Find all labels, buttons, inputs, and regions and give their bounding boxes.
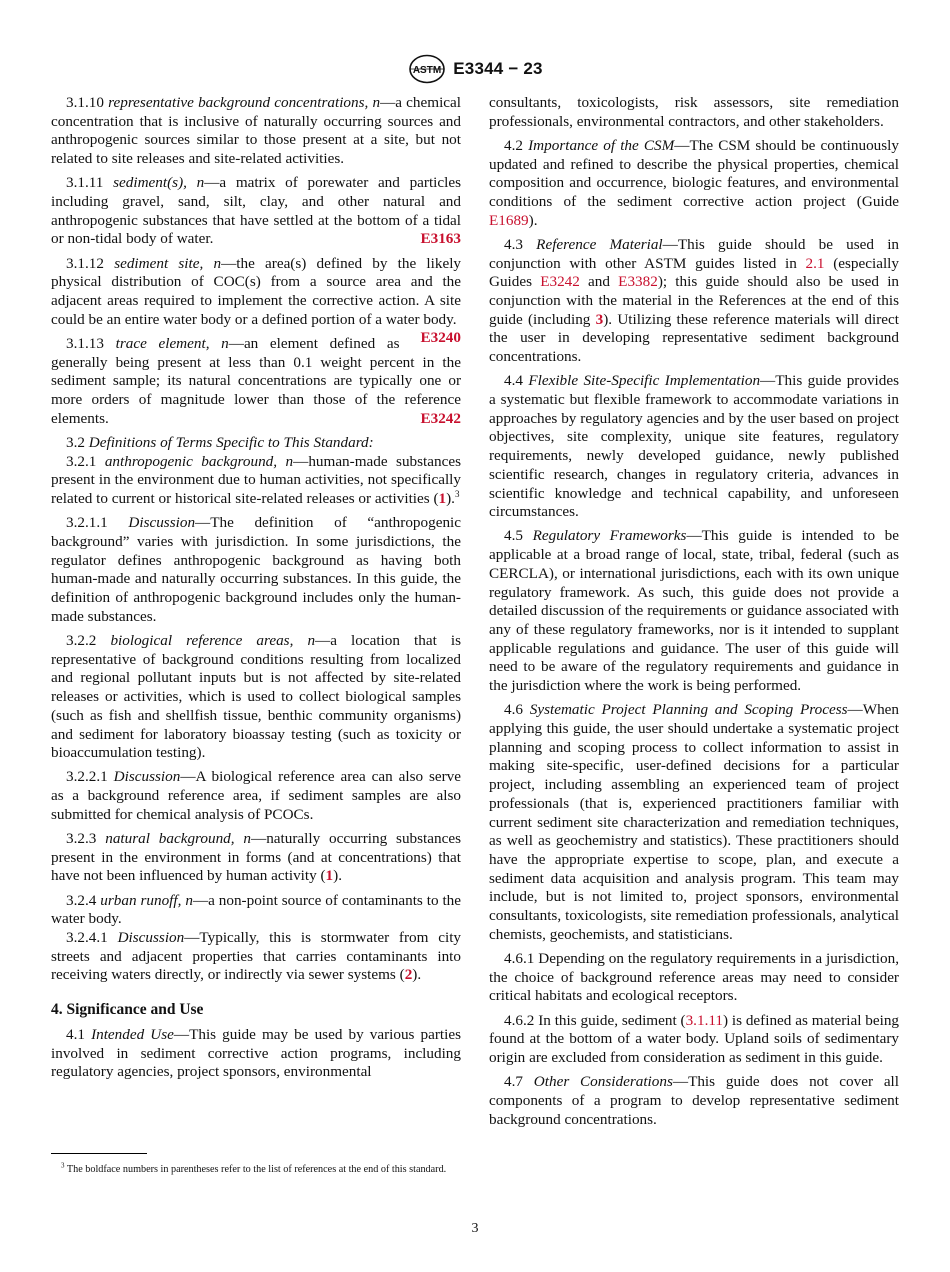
footnote-divider bbox=[51, 1153, 147, 1154]
paragraph-4-4: 4.4 Flexible Site-Specific Implementation—This guide provides a systematic but flexible framework to accommodate variations in approaches by regulatory agencies and by the user based on project objectives, site complexity, unique site features, regulatory requirements, newly developed guidance, newly published scientific research, changes in regulatory criteria, advances in scientific knowledge and technical capability, and unforeseen circumstances. bbox=[489, 372, 899, 521]
section-reference-link[interactable]: 2.1 bbox=[805, 254, 825, 272]
paragraph-4-1-continued: consultants, toxicologists, risk assessors, site remediation professionals, environmental contractors, and other stakeholders. bbox=[489, 94, 899, 130]
standard-reference-link[interactable]: E3242 bbox=[540, 273, 580, 291]
reference-citation-link[interactable]: 2 bbox=[404, 966, 413, 984]
footnote: $^3$ The boldface numbers in parentheses refer to the list of references at the end of this standard. bbox=[61, 1161, 447, 1175]
definition-3-1-12: 3.1.12 sediment site, n—the area(s) defined by the likely physical distribution of COC(s) from a source area and the adjacent areas required to implement the corrective action. A site could be an entire water body or a defined portion of a water body. E3240 bbox=[51, 254, 462, 347]
reference-citation-link[interactable]: 3 bbox=[595, 310, 604, 328]
section-3-2-heading: 3.2 Definitions of Terms Specific to This Standard: bbox=[66, 433, 374, 451]
definition-3-1-11: 3.1.11 sediment(s), n—a matrix of porewater and particles including gravel, sand, silt, clay, and other natural and anthropogenic substances that have settled at the bottom of a tidal or non-tidal body of water. E3163 bbox=[51, 174, 462, 248]
paragraph-4-6-1: 4.6.1 Depending on the regulatory requirements in a jurisdiction, the choice of background reference areas may need to consider critical habitats and ecological receptors. bbox=[489, 949, 900, 1005]
standard-reference-link[interactable]: E3242 bbox=[420, 409, 461, 427]
document-designation: E3344 − 23 bbox=[453, 59, 543, 78]
svg-text:ASTM: ASTM bbox=[413, 65, 442, 76]
paragraph-4-6-2: 4.6.2 In this guide, sediment (3.1.11) is defined as material being found at the bottom of a water body. Upland soils of sedimentary origin are excluded from consideration as sediment in this guide. bbox=[489, 1011, 900, 1066]
definition-3-2-3: 3.2.3 natural background, n—naturally occurring substances present in the environment in forms (and at concentrations) that have not been influenced by human activity (1). bbox=[51, 830, 461, 885]
definition-3-1-10: 3.1.10 representative background concentrations, n—a chemical concentration that is inclusive of naturally occurring sources and anthropogenic sources similar to those present at a site, but not related to site releases and site-related activities. bbox=[51, 94, 461, 168]
footnote-marker[interactable]: 3 bbox=[454, 489, 460, 499]
page-header bbox=[0, 54, 950, 89]
right-column bbox=[489, 94, 899, 1135]
paragraph-4-7: 4.7 Other Considerations—This guide does not cover all components of a program to develop representative sediment background concentrations. bbox=[489, 1073, 899, 1128]
left-column bbox=[51, 94, 461, 1087]
paragraph-4-3: 4.3 Reference Material—This guide should be used in conjunction with other ASTM guides listed in 2.1 (especially Guides E3242 and E3382); this guide should also be used in conjunction with the material in the References at the end of this guide (including 3). Utilizing these reference materials will direct the user in developing representative sediment background concentrations. bbox=[489, 235, 900, 366]
standard-reference-link[interactable]: E3163 bbox=[420, 230, 461, 248]
definition-3-2-4: 3.2.4 urban runoff, n—a non-point source of contaminants to the water body. bbox=[51, 891, 462, 928]
standard-reference-link[interactable]: E3382 bbox=[618, 273, 658, 291]
reference-citation-link[interactable]: 1 bbox=[438, 490, 447, 508]
paragraph-4-1: 4.1 Intended Use—This guide may be used by various parties involved in sediment corrective action programs, including regulatory agencies, project sponsors, environmental bbox=[51, 1025, 461, 1081]
reference-citation-link[interactable]: 1 bbox=[325, 867, 334, 885]
paragraph-4-2: 4.2 Importance of the CSM—The CSM should be continuously updated and refined to describe the physical properties, chemical composition and occurrence, biologic features, and environmental conditions of the sediment corrective action project (Guide E1689). bbox=[489, 136, 899, 229]
definition-3-2-2: 3.2.2 biological reference areas, n—a location that is representative of background conditions resulting from localized and regional pollutant inputs but is not affected by site-related releases or activities, which is used to collect biological samples (such as fish and shellfish tissue, benthic community organisms) and sediment for laboratory bioassay testing (such as toxicity or bioaccumulation testing). bbox=[51, 631, 462, 762]
discussion-3-2-1-1: 3.2.1.1 Discussion—The definition of “anthropogenic background” varies with jurisdiction. In some jurisdictions, the regulator defines anthropogenic background as having both human-made and naturally occurring substances. In this guide, the definition of anthropogenic background includes only the human-made substances. bbox=[51, 514, 461, 625]
page-number: 3 bbox=[471, 1221, 479, 1236]
discussion-3-2-4-1: 3.2.4.1 Discussion—Typically, this is stormwater from city streets and adjacent properties that carries contaminants into receiving waters directly, or indirectly via sewer systems (2). bbox=[51, 929, 462, 984]
astm-logo-icon bbox=[407, 54, 447, 84]
paragraph-4-5: 4.5 Regulatory Frameworks—This guide is intended to be applicable at a broad range of local, state, tribal, federal (such as CERCLA), or international jurisdictions, each with its own unique regulatory framework. As such, this guide does not provide a detailed discussion of the requirements or guidance associated with any of these regulatory frameworks, nor is it intended to supplant applicable regulations and guidance. The user of this guide will need to be aware of the regulatory requirements and guidance in the jurisdiction where the work is being performed. bbox=[489, 527, 899, 695]
definition-3-2-1: 3.2.1 anthropogenic background, n—human-made substances present in the environment due to human activities, not specifically related to current or historical site-related releases or activities (1).$^3$ bbox=[51, 452, 461, 508]
discussion-3-2-2-1: 3.2.2.1 Discussion—A biological reference area can also serve as a background reference area, if sediment samples are also submitted for chemical analysis of PCOCs. bbox=[51, 768, 462, 823]
standard-reference-link[interactable]: E1689 bbox=[489, 211, 529, 229]
paragraph-4-6: 4.6 Systematic Project Planning and Scoping Process—When applying this guide, the user should undertake a systematic project planning and scoping process to collect information to assist in making site-specific, user-defined decisions for a particular project, including assembling an experienced team of project professionals (that is, experienced practitioners familiar with current sediment site characterization and remediation techniques, as well as geochemistry and statistics). These practitioners should have the appropriate expertise to scope, plan, and execute a sediment data acquisition and analysis program. This team may include, but is not limited to, project sponsors, environmental consultants, toxicologists, site remediation professionals, analytical chemists, geochemists, and statisticians. bbox=[489, 701, 899, 943]
section-4-heading: 4. Significance and Use bbox=[51, 1001, 204, 1019]
standard-reference-link[interactable]: E3240 bbox=[420, 329, 461, 347]
definition-3-1-13: 3.1.13 trace element, n—an element defined as generally being present at less than 0.1 weight percent in the sediment sample; its natural concentrations are typically one or more orders of magnitude lower than those of the reference elements. E3242 bbox=[51, 334, 461, 427]
section-reference-link[interactable]: 3.1.11 bbox=[685, 1011, 723, 1029]
